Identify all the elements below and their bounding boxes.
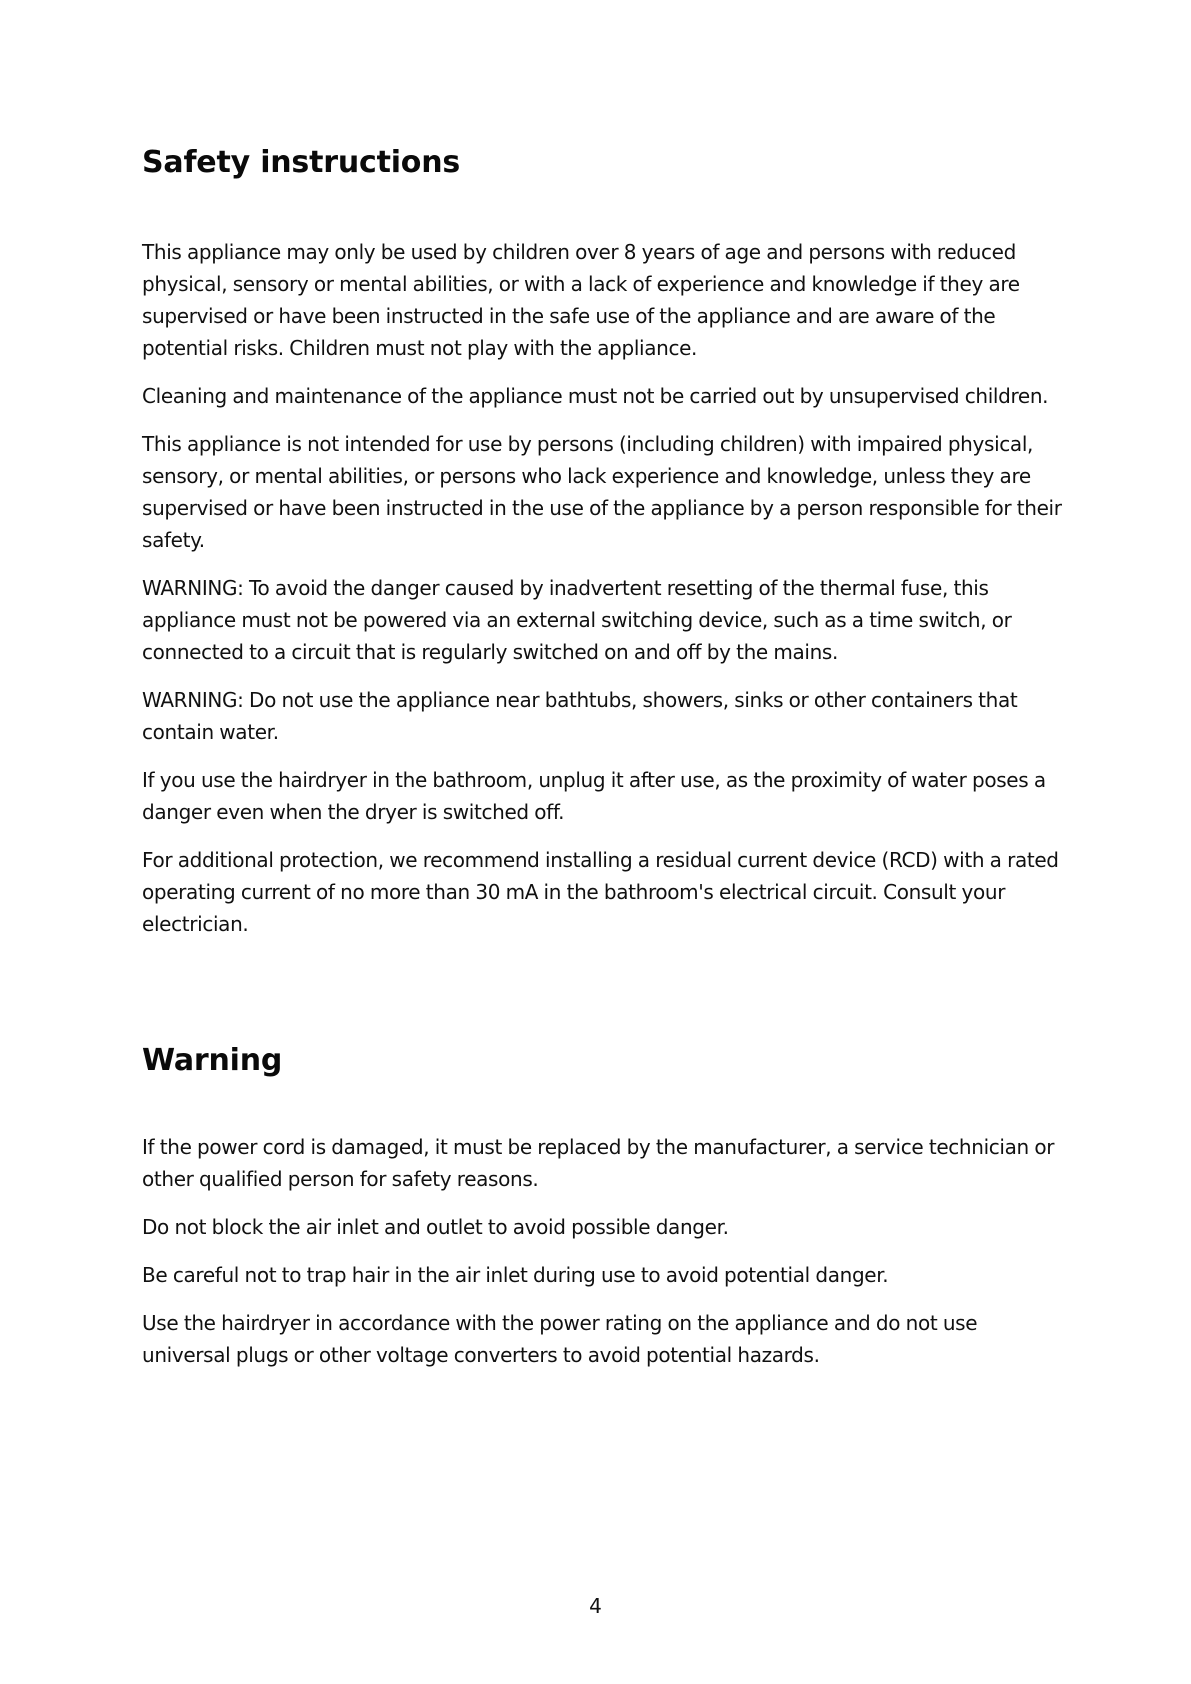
paragraph: WARNING: To avoid the danger caused by inadvertent resetting of the thermal fuse, this appliance must not be powered via an external switching device, such as a time switch, or connected to a circuit that is regularly switched on and off by the mains. — [142, 576, 1012, 664]
heading-safety-instructions: Safety instructions — [142, 145, 461, 180]
paragraph: Do not block the air inlet and outlet to avoid possible danger. — [142, 1215, 729, 1239]
paragraph: This appliance is not intended for use by persons (including children) with impaired physical, sensory, or mental abilities, or persons who lack experience and knowledge, unless they are supervised or have been instructed in the use of the appliance by a person responsible for their safety. — [142, 432, 1062, 552]
paragraph: WARNING: Do not use the appliance near bathtubs, showers, sinks or other containers that contain water. — [142, 688, 1018, 744]
heading-warning: Warning — [142, 1043, 283, 1078]
safety-instructions-body — [142, 236, 1062, 956]
paragraph: This appliance may only be used by children over 8 years of age and persons with reduced physical, sensory or mental abilities, or with a lack of experience and knowledge if they are supervised or have been instructed in the safe use of the appliance and are aware of the potential risks. Children must not play with the appliance. — [142, 240, 1020, 360]
paragraph: If the power cord is damaged, it must be replaced by the manufacturer, a service technician or other qualified person for safety reasons. — [142, 1135, 1055, 1191]
warning-body — [142, 1131, 1062, 1387]
paragraph: Be careful not to trap hair in the air inlet during use to avoid potential danger. — [142, 1263, 889, 1287]
paragraph: Use the hairdryer in accordance with the power rating on the appliance and do not use universal plugs or other voltage converters to avoid potential hazards. — [142, 1311, 978, 1367]
page-number: 4 — [589, 1594, 602, 1618]
paragraph: If you use the hairdryer in the bathroom, unplug it after use, as the proximity of water poses a danger even when the dryer is switched off. — [142, 768, 1046, 824]
paragraph: For additional protection, we recommend installing a residual current device (RCD) with a rated operating current of no more than 30 mA in the bathroom's electrical circuit. Consult your electrician. — [142, 848, 1059, 936]
paragraph: Cleaning and maintenance of the appliance must not be carried out by unsupervised children. — [142, 384, 1049, 408]
